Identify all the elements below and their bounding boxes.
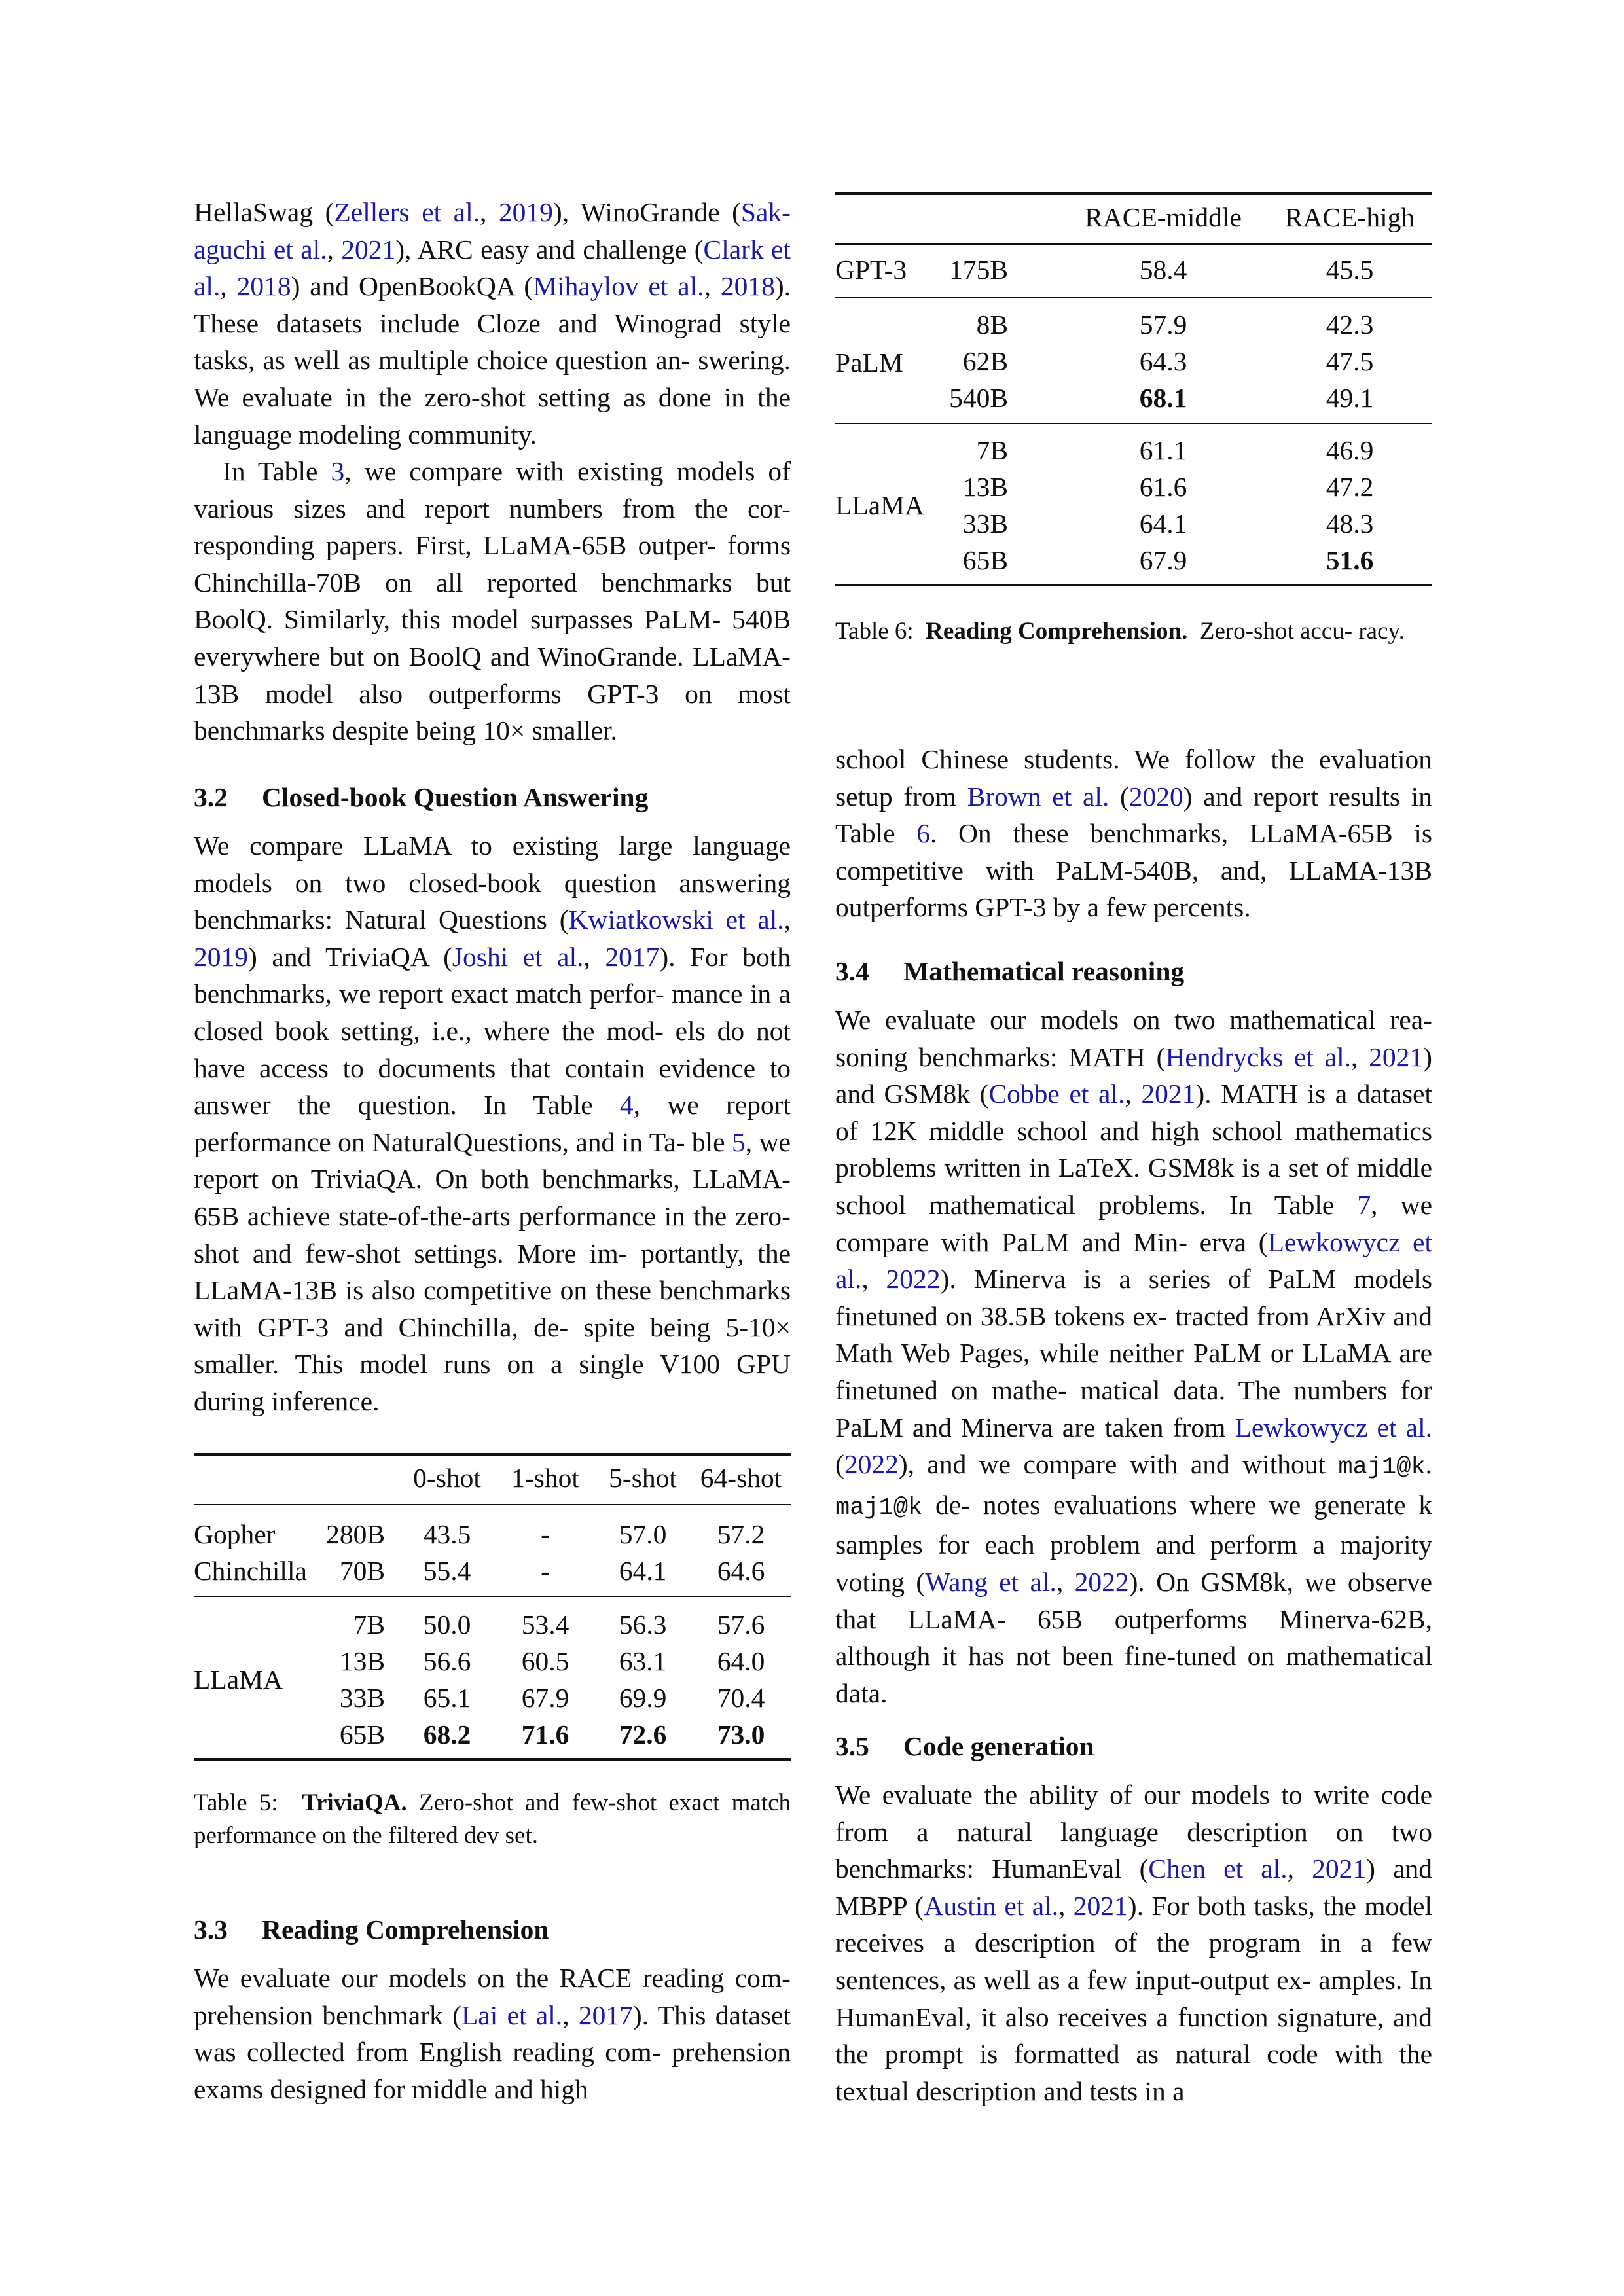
row-label-size: 8B (976, 310, 1008, 340)
paragraph-code-generation: We evaluate the ability of our models to write code from a natural language description on two benchmarks: HumanEval (Chen et al., 2021) and MBPP (Austin et al., 2021). For both tasks, the model receives a description of the program in a few sentences, as well as a few input-output ex- amples. In HumanEval, it also receives a function signature, and the prompt is formatted as natural code with the textual description and tests in a (835, 1780, 1433, 2106)
row-label-size: 13B (339, 1646, 385, 1676)
table-cell: 64.0 (717, 1646, 765, 1676)
table-cell: - (541, 1519, 550, 1549)
citation-link[interactable]: Lai et al. (461, 2000, 563, 2030)
citation-link[interactable]: Brown et al. (967, 781, 1110, 812)
table-cell: 64.1 (619, 1556, 667, 1586)
table-cell-best: 71.6 (521, 1719, 569, 1749)
citation-link[interactable]: 2021 (1141, 1079, 1196, 1109)
row-label-size: 540B (949, 383, 1008, 413)
paragraph-benchmarks-list: HellaSwag (Zellers et al., 2019), WinoGrande (Sak- aguchi et al., 2021), ARC easy and challenge (Clark et al., 2018) and OpenBookQA (Mihaylov et al., 2018). These datasets include Cloze and Winograd style tasks, as well as multiple choice question an- swering. We evaluate in the zero-shot setting as done in the language modeling community. (194, 197, 791, 450)
paragraph-table3-comparison: In Table 3, we compare with existing models of various sizes and report numbers from the cor- responding papers. First, LLaMA-65B outper- forms Chinchilla-70B on all reported benchmarks but BoolQ. Similarly, this model surpasses PaLM- 540B everywhere but on BoolQ and WinoGrande. LLaMA-13B model also outperforms GPT-3 on most benchmarks despite being 10× smaller. (194, 456, 791, 746)
row-label-size: 70B (339, 1556, 385, 1586)
table-cell: 57.0 (619, 1519, 667, 1549)
table-ref-link[interactable]: 5 (732, 1126, 746, 1157)
citation-link[interactable]: Joshi et al. (452, 941, 584, 972)
table-rule (835, 423, 1432, 424)
table-cell: 49.1 (1326, 383, 1374, 413)
table-cell: 61.1 (1139, 435, 1187, 465)
citation-link[interactable]: Cobbe et al. (988, 1079, 1125, 1109)
citation-link[interactable]: 2022 (1074, 1566, 1129, 1597)
table-cell: 67.9 (521, 1683, 569, 1713)
paragraph-reading-comprehension: We evaluate our models on the RACE reading com- prehension benchmark (Lai et al., 2017). This dataset was collected from English reading com- prehension exams designed for middle and high (194, 1963, 791, 2104)
table-rule (835, 243, 1432, 245)
table-rule (194, 1504, 791, 1505)
table-cell-best: 68.2 (423, 1719, 471, 1749)
section-heading-3-4: 3.4 Mathematical reasoning (835, 956, 1185, 986)
table-cell: 56.6 (423, 1646, 471, 1676)
table-cell: 53.4 (521, 1609, 569, 1640)
table-cell-best: 73.0 (717, 1719, 765, 1749)
table-cell: - (541, 1556, 550, 1586)
table-cell: 67.9 (1139, 545, 1187, 575)
table-cell: 64.1 (1139, 509, 1187, 539)
row-label-size: 62B (962, 346, 1008, 376)
table-cell: 45.5 (1326, 255, 1374, 285)
table-cell: 57.6 (717, 1609, 765, 1640)
paragraph-closed-book-qa: We compare LLaMA to existing large language models on two closed-book question answering benchmarks: Natural Questions (Kwiatkowski et al., 2019) and TriviaQA (Joshi et al., 2017). For both benchmarks, we report exact match perfor- mance in a closed book setting, i.e., where the mod- els do not have access to documents that contain evidence to answer the question. In Table 4, we report performance on NaturalQuestions, and in Ta- ble 5, we report on TriviaQA. On both benchmarks, LLaMA-65B achieve state-of-the-arts performance in the zero-shot and few-shot settings. More im- portantly, the LLaMA-13B is also competitive on these benchmarks with GPT-3 and Chinchilla, de- spite being 5-10× smaller. This model runs on a single V100 GPU during inference. (194, 831, 791, 1416)
table-cell: 43.5 (423, 1519, 471, 1549)
table-ref-link[interactable]: 4 (619, 1090, 634, 1121)
row-label-size: 280B (326, 1519, 385, 1549)
section-heading-3-3: 3.3 Reading Comprehension (194, 1914, 549, 1945)
row-group-label: LLaMA (835, 490, 924, 520)
code-term: maj1@k (1338, 1454, 1426, 1482)
row-label-size: 7B (976, 435, 1008, 465)
table-cell: 65.1 (423, 1683, 471, 1713)
row-label-size: 13B (962, 472, 1008, 502)
table-rule (194, 1596, 791, 1597)
citation-link[interactable]: Austin et al. (924, 1890, 1059, 1921)
column-header: RACE-middle (1085, 202, 1242, 232)
table-ref-link[interactable]: 3 (331, 456, 345, 486)
table-cell: 42.3 (1326, 310, 1374, 340)
table-5-caption: Table 5: TriviaQA. Zero-shot and few-shot exact match performance on the filtered dev set. (194, 1789, 791, 1849)
table-ref-link[interactable]: 6 (916, 818, 930, 849)
citation-link[interactable]: 2019 (194, 941, 248, 972)
citation-link[interactable]: Chen et al. (1148, 1854, 1288, 1884)
row-label-size: 65B (962, 545, 1008, 575)
table-cell: 47.5 (1326, 346, 1374, 376)
row-label-size: 33B (962, 509, 1008, 539)
citation-link[interactable]: Wang et al. (925, 1566, 1056, 1597)
citation-link[interactable]: Clark et al. (194, 234, 791, 302)
citation-link[interactable]: 2022 (886, 1264, 941, 1295)
table-cell: 58.4 (1139, 255, 1187, 285)
citation-link[interactable]: Kwiatkowski et al. (568, 905, 784, 935)
table-cell: 48.3 (1326, 509, 1374, 539)
citation-link[interactable]: 2018 (720, 271, 775, 302)
table-rule (194, 1758, 791, 1761)
paragraph-math-reasoning: We evaluate our models on two mathematical rea- soning benchmarks: MATH (Hendrycks et al., 2021) and GSM8k (Cobbe et al., 2021). MATH is a dataset of 12K middle school and high school mathematics problems written in LaTeX. GSM8k is a set of middle school mathematical problems. In Table 7, we compare with PaLM and Min- erva (Lewkowycz et al., 2022). Minerva is a series of PaLM models finetuned on 38.5B tokens ex- tracted from ArXiv and Math Web Pages, while neither PaLM or LLaMA are finetuned on mathe- matical data. The numbers for PaLM and Minerva are taken from Lewkowycz et al. (2022), and we compare with and without maj1@k. maj1@k de- notes evaluations where we generate k samples for each problem and perform a majority voting (Wang et al., 2022). On GSM8k, we observe that LLaMA- 65B outperforms Minerva-62B, although it has not been fine-tuned on mathematical data. (835, 1005, 1433, 1708)
citation-link[interactable]: 2017 (605, 941, 660, 972)
citation-link[interactable]: Zellers et al. (334, 197, 480, 227)
column-header: 1-shot (511, 1463, 579, 1493)
citation-link[interactable]: 2021 (341, 234, 396, 264)
table-cell: 50.0 (423, 1609, 471, 1640)
section-heading-3-2: 3.2 Closed-book Question Answering (194, 782, 649, 812)
paragraph-race-results: school Chinese students. We follow the evaluation setup from Brown et al. (2020) and report results in Table 6. On these benchmarks, LLaMA-65B is competitive with PaLM-540B, and, LLaMA-13B outperforms GPT-3 by a few percents. (835, 744, 1432, 923)
citation-link[interactable]: 2018 (236, 271, 291, 302)
table-cell: 57.9 (1139, 310, 1187, 340)
citation-link[interactable]: 2020 (1128, 781, 1183, 812)
table-cell: 63.1 (619, 1646, 667, 1676)
citation-link[interactable]: 2021 (1369, 1041, 1424, 1072)
table-cell: 57.2 (717, 1519, 765, 1549)
table-cell: 55.4 (423, 1556, 471, 1586)
table-cell: 70.4 (717, 1683, 765, 1713)
table-cell: 60.5 (521, 1646, 569, 1676)
citation-link[interactable]: Hendrycks et al. (1165, 1041, 1352, 1072)
citation-link[interactable]: 2021 (1312, 1854, 1367, 1884)
table-cell: 64.6 (717, 1556, 765, 1586)
table-6-caption: Table 6: Reading Comprehension. Zero-shot accu- racy. (835, 618, 1405, 645)
table-cell: 64.3 (1139, 346, 1187, 376)
table-rule (835, 584, 1432, 586)
table-5-triviaqa (194, 1453, 791, 1780)
table-rule (835, 297, 1432, 298)
table-cell-best: 51.6 (1326, 545, 1374, 575)
citation-link[interactable]: Lewkowycz et al. (835, 1227, 1432, 1295)
citation-link[interactable]: 2022 (844, 1449, 899, 1480)
citation-link[interactable]: Mihaylov et al. (533, 271, 704, 302)
citation-link[interactable]: 2017 (578, 2000, 633, 2030)
row-label-model: GPT-3 (835, 255, 907, 285)
table-cell: 69.9 (619, 1683, 667, 1713)
citation-link[interactable]: 2019 (498, 197, 553, 227)
code-term: maj1@k (835, 1494, 923, 1522)
table-rule (194, 1453, 791, 1456)
column-header: 64-shot (700, 1463, 782, 1493)
table-cell: 61.6 (1139, 472, 1187, 502)
table-cell: 47.2 (1326, 472, 1374, 502)
table-6-race (835, 192, 1432, 592)
row-group-label: PaLM (835, 348, 903, 378)
citation-link[interactable]: 2021 (1073, 1890, 1128, 1921)
table-cell: 56.3 (619, 1609, 667, 1640)
table-cell-best: 68.1 (1139, 383, 1187, 413)
row-label-size: 33B (339, 1683, 385, 1713)
row-label-size: 65B (339, 1719, 385, 1749)
citation-link[interactable]: Lewkowycz et al. (1235, 1412, 1432, 1443)
column-header: 0-shot (413, 1463, 481, 1493)
row-label-model: Chinchilla (194, 1556, 307, 1586)
table-cell: 46.9 (1326, 435, 1374, 465)
section-heading-3-5: 3.5 Code generation (835, 1731, 1094, 1761)
row-label-size: 7B (353, 1609, 385, 1640)
table-rule (835, 192, 1432, 195)
row-label-model: Gopher (194, 1519, 276, 1549)
column-header: RACE-high (1284, 202, 1415, 232)
table-ref-link[interactable]: 7 (1357, 1189, 1371, 1220)
column-header: 5-shot (609, 1463, 677, 1493)
table-cell-best: 72.6 (619, 1719, 667, 1749)
row-group-label: LLaMA (194, 1664, 283, 1695)
row-label-size: 175B (949, 255, 1008, 285)
citation-link[interactable]: Sak- aguchi et al. (194, 197, 791, 264)
